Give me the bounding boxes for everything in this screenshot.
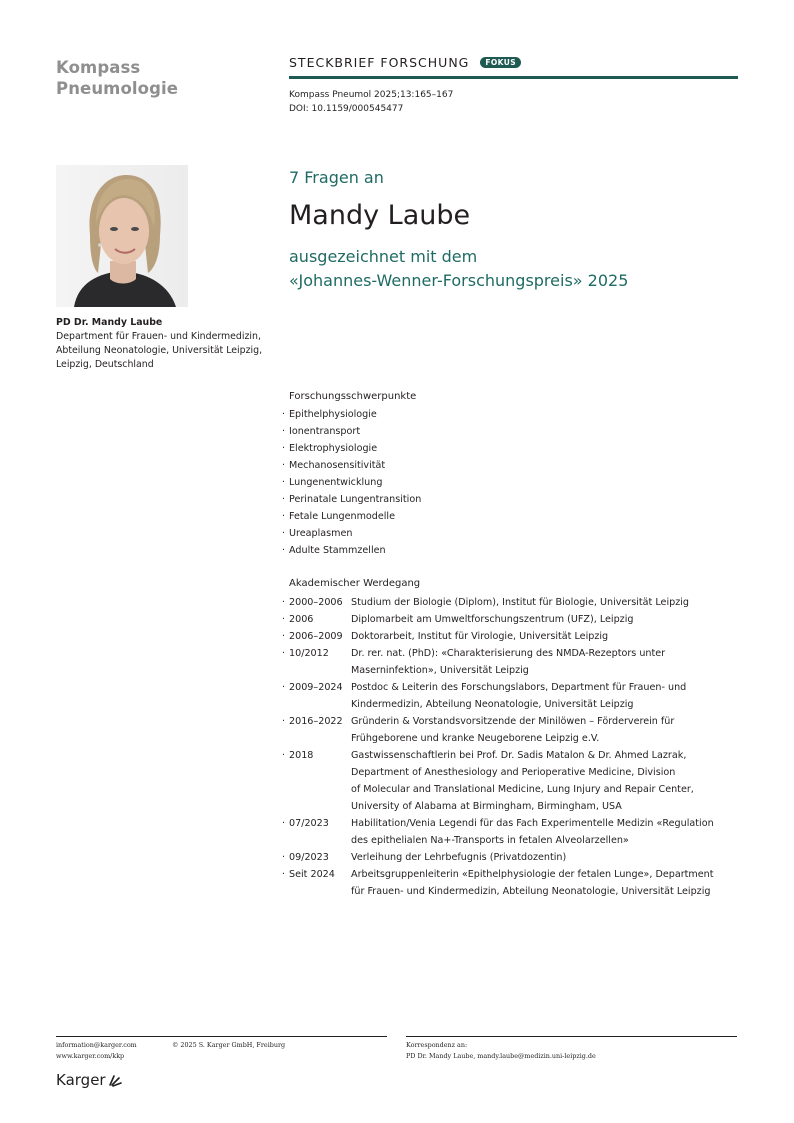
affiliation-line: Leipzig, Deutschland [56,359,154,370]
career-entry [282,594,752,611]
research-item: Fetale Lungenmodelle [289,511,396,522]
career-entry [282,849,752,866]
research-item: Mechanosensitivität [289,460,386,471]
career-line: für Frauen- und Kindermedizin, Abteilung Neonatologie, Universität Leipzig [351,886,711,897]
portrait-name: PD Dr. Mandy Laube [56,317,163,328]
career-year: 2018 [289,750,314,761]
research-item: Lungenentwicklung [289,477,383,488]
list-item [282,440,421,457]
career-line: Dr. rer. nat. (PhD): «Charakterisierung des NMDA-Rezeptors unter [351,648,666,659]
bullet-icon: · [282,869,286,880]
karger-logo [56,1071,123,1089]
journal-name-line1: Kompass [56,58,141,77]
research-item: Epithelphysiologie [289,409,377,420]
career-description [351,645,752,679]
karger-spark-icon [107,1072,123,1088]
career-year: 2016–2022 [289,716,343,727]
bullet-icon: · [282,597,286,608]
bullet-icon: · [282,426,286,437]
footer-copyright: © 2025 S. Karger GmbH, Freiburg [172,1041,286,1049]
career-line: Verleihung der Lehrbefugnis (Privatdozentin) [351,852,567,863]
footer-web: www.karger.com/kkp [56,1052,125,1060]
footer-contact [56,1040,137,1062]
career-heading: Akademischer Werdegang [289,578,421,589]
research-item: Elektrophysiologie [289,443,378,454]
list-item [282,508,421,525]
career-line: Studium der Biologie (Diplom), Institut für Biologie, Universität Leipzig [351,597,689,608]
affiliation-line: Department für Frauen- und Kindermedizin, [56,331,261,342]
career-entry [282,747,752,815]
career-line: Kindermedizin, Abteilung Neonatologie, Universität Leipzig [351,699,634,710]
career-year: 07/2023 [289,818,329,829]
person-name: Mandy Laube [289,200,471,231]
career-entry [282,815,752,849]
bullet-icon: · [282,682,286,693]
section-title: STECKBRIEF FORSCHUNG [289,55,470,70]
bullet-icon: · [282,614,286,625]
correspondence-text: PD Dr. Mandy Laube, mandy.laube@medizin.uni-leipzig.de [406,1052,596,1060]
research-item: Ureaplasmen [289,528,353,539]
bullet-icon: · [282,511,286,522]
research-item: Adulte Stammzellen [289,545,386,556]
career-entry [282,866,752,900]
bullet-icon: · [282,750,286,761]
career-year: 10/2012 [289,648,329,659]
career-description [351,679,752,713]
list-item [282,423,421,440]
bullet-icon: · [282,631,286,642]
list-item [282,474,421,491]
portrait-illustration [56,165,188,307]
career-line: Doktorarbeit, Institut für Virologie, Universität Leipzig [351,631,609,642]
footer-rule-right [406,1036,737,1037]
career-line: Habilitation/Venia Legendi für das Fach Experimentelle Medizin «Regulation [351,818,714,829]
section-header [289,55,521,70]
career-line: Maserninfektion», Universität Leipzig [351,665,529,676]
career-description [351,849,752,866]
doi: DOI: 10.1159/000545477 [289,104,404,114]
career-line: Department of Anesthesiology and Perioperative Medicine, Division [351,767,676,778]
list-item [282,406,421,423]
career-description [351,815,752,849]
career-description [351,866,752,900]
portrait-photo [56,165,188,307]
career-line: Frühgeborene und kranke Neugeborene Leipzig e.V. [351,733,600,744]
award-text [289,245,628,293]
career-description [351,747,752,815]
citation: Kompass Pneumol 2025;13:165–167 [289,90,454,100]
career-line: of Molecular and Translational Medicine, Lung Injury and Repair Center, [351,784,694,795]
citation-block [289,88,453,116]
career-description [351,713,752,747]
portrait-caption [56,316,281,372]
bullet-icon: · [282,477,286,488]
career-timeline [282,594,752,900]
publisher-name: Karger [56,1071,106,1089]
affiliation-line: Abteilung Neonatologie, Universität Leipzig, [56,345,263,356]
bullet-icon: · [282,460,286,471]
research-heading: Forschungsschwerpunkte [289,391,417,402]
career-line: Postdoc & Leiterin des Forschungslabors, Department für Frauen- und [351,682,687,693]
career-year: Seit 2024 [289,869,335,880]
bullet-icon: · [282,716,286,727]
research-item: Perinatale Lungentransition [289,494,422,505]
career-year: 09/2023 [289,852,329,863]
bullet-icon: · [282,545,286,556]
list-item [282,491,421,508]
career-description [351,628,752,645]
correspondence-label: Korrespondenz an: [406,1041,468,1049]
footer-email: information@karger.com [56,1041,137,1049]
journal-logo [56,57,178,99]
bullet-icon: · [282,648,286,659]
bullet-icon: · [282,818,286,829]
bullet-icon: · [282,852,286,863]
career-entry [282,611,752,628]
header-rule [289,76,738,79]
career-entry [282,713,752,747]
career-line: des epithelialen Na+-Transports in fetalen Alveolarzellen» [351,835,629,846]
bullet-icon: · [282,528,286,539]
bullet-icon: · [282,409,286,420]
career-entry [282,679,752,713]
footer-correspondence [406,1040,596,1062]
award-line: «Johannes-Wenner-Forschungspreis» 2025 [289,271,629,290]
title-kicker: 7 Fragen an [289,168,384,187]
career-line: Diplomarbeit am Umweltforschungszentrum (UFZ), Leipzig [351,614,634,625]
career-year: 2000–2006 [289,597,343,608]
fokus-badge: FOKUS [480,57,521,68]
career-line: Gastwissenschaftlerin bei Prof. Dr. Sadis Matalon & Dr. Ahmed Lazrak, [351,750,687,761]
list-item [282,542,421,559]
research-list [282,406,421,559]
journal-name-line2: Pneumologie [56,79,179,98]
list-item [282,457,421,474]
career-year: 2009–2024 [289,682,343,693]
career-year: 2006 [289,614,314,625]
career-description [351,594,752,611]
list-item [282,525,421,542]
career-year: 2006–2009 [289,631,343,642]
career-line: Gründerin & Vorstandsvorsitzende der Minilöwen – Förderverein für [351,716,675,727]
career-line: University of Alabama at Birmingham, Birmingham, USA [351,801,622,812]
career-line: Arbeitsgruppenleiterin «Epithelphysiologie der fetalen Lunge», Department [351,869,714,880]
bullet-icon: · [282,494,286,505]
career-entry [282,645,752,679]
award-line: ausgezeichnet mit dem [289,247,478,266]
research-item: Ionentransport [289,426,361,437]
career-entry [282,628,752,645]
bullet-icon: · [282,443,286,454]
footer-rule-left [56,1036,387,1037]
career-description [351,611,752,628]
